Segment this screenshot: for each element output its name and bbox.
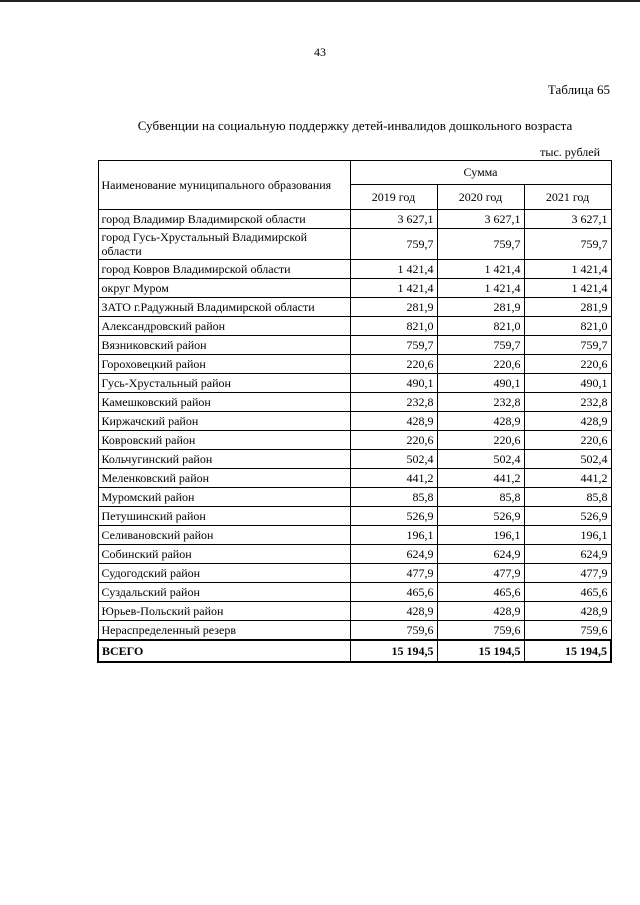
value-2021: 465,6: [524, 583, 611, 602]
value-2021: 281,9: [524, 298, 611, 317]
value-2020: 85,8: [437, 488, 524, 507]
value-2021: 220,6: [524, 431, 611, 450]
table-body: [98, 210, 611, 641]
table-row: [98, 374, 611, 393]
value-2019: 1 421,4: [350, 279, 437, 298]
value-2020: 196,1: [437, 526, 524, 545]
value-2020: 441,2: [437, 469, 524, 488]
value-2019: 821,0: [350, 317, 437, 336]
year-2019-header: 2019 год: [350, 185, 437, 210]
table-row: [98, 260, 611, 279]
value-2020: 428,9: [437, 602, 524, 621]
value-2019: 281,9: [350, 298, 437, 317]
value-2021: 428,9: [524, 412, 611, 431]
value-2019: 85,8: [350, 488, 437, 507]
page-number: 43: [314, 45, 326, 59]
value-2019: 220,6: [350, 431, 437, 450]
top-border-line: [0, 0, 640, 2]
value-2020: 759,7: [437, 336, 524, 355]
table-row: [98, 431, 611, 450]
value-2020: 3 627,1: [437, 210, 524, 229]
document-title: Субвенции на социальную поддержку детей-инвалидов дошкольного возраста: [137, 118, 573, 133]
table-row: [98, 583, 611, 602]
total-2021: 15 194,5: [524, 640, 611, 662]
municipality-name: Юрьев-Польский район: [98, 602, 350, 621]
value-2020: 759,7: [437, 229, 524, 260]
table-row: [98, 507, 611, 526]
municipality-name: город Гусь-Хрустальный Владимирской области: [98, 229, 350, 260]
municipality-name: Собинский район: [98, 545, 350, 564]
value-2019: 1 421,4: [350, 260, 437, 279]
municipality-name: Александровский район: [98, 317, 350, 336]
value-2020: 490,1: [437, 374, 524, 393]
table-row: [98, 210, 611, 229]
municipality-name: город Владимир Владимирской области: [98, 210, 350, 229]
table-row: [98, 412, 611, 431]
value-2021: 502,4: [524, 450, 611, 469]
value-2019: 441,2: [350, 469, 437, 488]
municipality-name: Камешковский район: [98, 393, 350, 412]
table-row: [98, 317, 611, 336]
value-2019: 502,4: [350, 450, 437, 469]
municipality-name: Ковровский район: [98, 431, 350, 450]
subsidy-table: [97, 160, 612, 663]
value-2020: 281,9: [437, 298, 524, 317]
table-row: [98, 488, 611, 507]
value-2019: 428,9: [350, 412, 437, 431]
value-2021: 232,8: [524, 393, 611, 412]
value-2020: 821,0: [437, 317, 524, 336]
total-row: [98, 640, 611, 662]
value-2021: 3 627,1: [524, 210, 611, 229]
value-2019: 759,7: [350, 336, 437, 355]
value-2019: 428,9: [350, 602, 437, 621]
value-2020: 1 421,4: [437, 260, 524, 279]
municipality-name: Суздальский район: [98, 583, 350, 602]
value-2021: 624,9: [524, 545, 611, 564]
value-2020: 232,8: [437, 393, 524, 412]
value-2020: 624,9: [437, 545, 524, 564]
value-2021: 526,9: [524, 507, 611, 526]
table-row: [98, 469, 611, 488]
municipality-column-header: Наименование муниципального образования: [98, 161, 350, 210]
municipality-name: город Ковров Владимирской области: [98, 260, 350, 279]
value-2019: 477,9: [350, 564, 437, 583]
value-2019: 220,6: [350, 355, 437, 374]
municipality-name: округ Муром: [98, 279, 350, 298]
municipality-name: Гороховецкий район: [98, 355, 350, 374]
municipality-name: Киржачский район: [98, 412, 350, 431]
value-2021: 196,1: [524, 526, 611, 545]
year-2021-header: 2021 год: [524, 185, 611, 210]
municipality-name: Вязниковский район: [98, 336, 350, 355]
municipality-name: Нераспределенный резерв: [98, 621, 350, 641]
municipality-name: ЗАТО г.Радужный Владимирской области: [98, 298, 350, 317]
value-2019: 465,6: [350, 583, 437, 602]
value-2020: 477,9: [437, 564, 524, 583]
value-2019: 490,1: [350, 374, 437, 393]
value-2021: 428,9: [524, 602, 611, 621]
value-2020: 1 421,4: [437, 279, 524, 298]
value-2019: 759,6: [350, 621, 437, 641]
value-2019: 624,9: [350, 545, 437, 564]
value-2021: 220,6: [524, 355, 611, 374]
units-label: тыс. рублей: [540, 145, 600, 159]
table-row: [98, 450, 611, 469]
value-2020: 502,4: [437, 450, 524, 469]
municipality-name: Гусь-Хрустальный район: [98, 374, 350, 393]
value-2021: 1 421,4: [524, 279, 611, 298]
total-2019: 15 194,5: [350, 640, 437, 662]
value-2020: 759,6: [437, 621, 524, 641]
value-2019: 759,7: [350, 229, 437, 260]
value-2021: 490,1: [524, 374, 611, 393]
value-2021: 477,9: [524, 564, 611, 583]
table-row: [98, 545, 611, 564]
value-2021: 759,7: [524, 229, 611, 260]
table-row: [98, 564, 611, 583]
year-2020-header: 2020 год: [437, 185, 524, 210]
table-row: [98, 393, 611, 412]
value-2021: 85,8: [524, 488, 611, 507]
table-row: [98, 298, 611, 317]
value-2020: 526,9: [437, 507, 524, 526]
total-2020: 15 194,5: [437, 640, 524, 662]
value-2020: 220,6: [437, 355, 524, 374]
value-2021: 759,6: [524, 621, 611, 641]
value-2020: 428,9: [437, 412, 524, 431]
value-2021: 759,7: [524, 336, 611, 355]
value-2019: 232,8: [350, 393, 437, 412]
table-row: [98, 279, 611, 298]
value-2020: 220,6: [437, 431, 524, 450]
table-number: Таблица 65: [547, 82, 610, 97]
value-2019: 196,1: [350, 526, 437, 545]
value-2021: 441,2: [524, 469, 611, 488]
total-label: ВСЕГО: [98, 640, 350, 662]
table-row: [98, 355, 611, 374]
value-2020: 465,6: [437, 583, 524, 602]
value-2021: 1 421,4: [524, 260, 611, 279]
value-2019: 3 627,1: [350, 210, 437, 229]
table-row: [98, 229, 611, 260]
municipality-name: Селивановский район: [98, 526, 350, 545]
municipality-name: Кольчугинский район: [98, 450, 350, 469]
value-2021: 821,0: [524, 317, 611, 336]
table-row: [98, 602, 611, 621]
table-row: [98, 621, 611, 641]
municipality-name: Петушинский район: [98, 507, 350, 526]
municipality-name: Меленковский район: [98, 469, 350, 488]
municipality-name: Судогодский район: [98, 564, 350, 583]
sum-column-header: Сумма: [350, 161, 611, 185]
municipality-name: Муромский район: [98, 488, 350, 507]
table-row: [98, 336, 611, 355]
table-row: [98, 526, 611, 545]
value-2019: 526,9: [350, 507, 437, 526]
